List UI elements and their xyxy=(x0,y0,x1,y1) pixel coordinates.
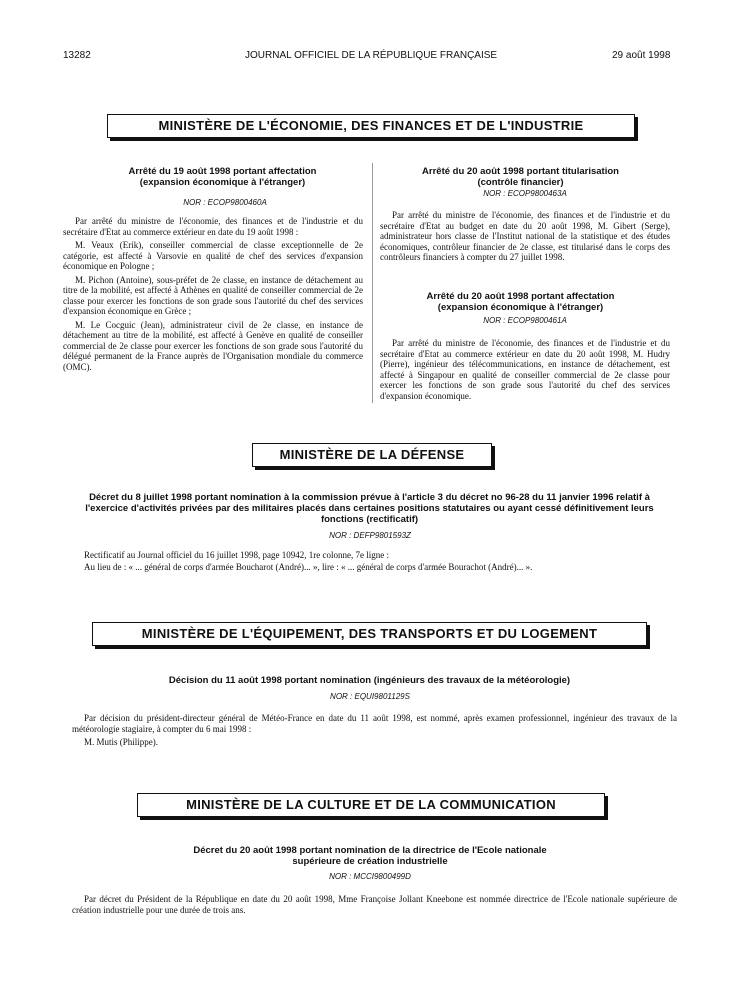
journal-title: JOURNAL OFFICIEL DE LA RÉPUBLIQUE FRANÇAISE xyxy=(245,50,498,61)
paragraph: M. Veaux (Erik), conseiller commercial de classe exceptionnelle de 2e catégorie, est affecté à Varsovie en qualité de chef des services d'expansion économique en Pologne ; xyxy=(63,240,363,271)
decret-20-aout-nor: NOR : MCCI9800499D xyxy=(329,872,411,881)
arrete-19-aout-body xyxy=(63,216,363,375)
paragraph: M. Le Cocguic (Jean), administrateur civil de 2e classe, en instance de détachement au titre de la mobilité, est affecté à Genève en qualité de conseiller commercial de 2e classe pour exercer les fonctions de son grade sous l'autorité du délégué permanent de la France auprès de l'Organisation mondiale du commerce (OMC). xyxy=(63,319,363,372)
paragraph: M. Mutis (Philippe). xyxy=(84,737,159,747)
ministry-equipement-heading: MINISTÈRE DE L'ÉQUIPEMENT, DES TRANSPORTS ET DU LOGEMENT xyxy=(92,622,647,646)
decision-11-aout-nor: NOR : EQUI9801129S xyxy=(330,692,410,701)
issue-date: 29 août 1998 xyxy=(612,50,671,61)
arrete-20-aout-titularisation-nor: NOR : ECOP9800463A xyxy=(483,189,567,198)
decret-20-aout-body xyxy=(72,894,677,918)
column-divider xyxy=(372,163,373,403)
decret-20-aout-title: Décret du 20 août 1998 portant nomination de la directrice de l'Ecole nationale supérieure de création industrielle xyxy=(193,845,547,867)
arrete-19-aout-nor: NOR : ECOP9800460A xyxy=(183,198,267,207)
paragraph: Par arrêté du ministre de l'économie, des finances et de l'industrie et du secrétaire d'Etat au commerce extérieur en date du 20 août 1998, M. Hudry (Pierre), ingénieur des télécommunications, en instance de détachement, est affecté à Singapour en qualité de conseiller commercial de 2e classe pour exercer les fonctions de son grade sous l'autorité du chef des services d'expansion économique. xyxy=(380,338,670,401)
arrete-20-aout-affectation-nor: NOR : ECOP9800461A xyxy=(483,316,567,325)
ministry-culture-heading: MINISTÈRE DE LA CULTURE ET DE LA COMMUNICATION xyxy=(137,793,605,817)
arrete-20-aout-affectation-title: Arrêté du 20 août 1998 portant affectation (expansion économique à l'étranger) xyxy=(426,291,615,313)
paragraph: Par arrêté du ministre de l'économie, des finances et de l'industrie et du secrétaire d'Etat au budget en date du 20 août 1998, M. Gibert (Serge), administrateur hors classe de l'Institut national de la statistique et des études économiques, contrôleur financier de 2e classe, est titularisé dans le corps des contrôleurs financiers à compter du 27 juillet 1998. xyxy=(380,210,670,262)
decret-8-juillet-nor: NOR : DEFP9801593Z xyxy=(329,531,411,540)
arrete-20-aout-affectation-body xyxy=(380,338,670,404)
decision-11-aout-body xyxy=(72,713,677,751)
arrete-19-aout-title: Arrêté du 19 août 1998 portant affectation (expansion économique à l'étranger) xyxy=(128,166,317,188)
paragraph: Au lieu de : « ... général de corps d'armée Boucharot (André)... », lire : « ... général de corps d'armée Bourachot (André)... ». xyxy=(84,561,533,572)
decret-8-juillet-title: Décret du 8 juillet 1998 portant nomination à la commission prévue à l'article 3 du décret no 96-28 du 11 janvier 1996 relatif à l'exercice d'activités privées par des militaires placés dans certaines positions statutaires ou ayant cessé définitivement leurs fonctions (rectificatif) xyxy=(85,492,654,525)
page-number: 13282 xyxy=(63,50,91,61)
arrete-20-aout-titularisation-body xyxy=(380,210,670,266)
ministry-defense-heading: MINISTÈRE DE LA DÉFENSE xyxy=(252,443,492,467)
paragraph: Par arrêté du ministre de l'économie, des finances et de l'industrie et du secrétaire d'Etat au commerce extérieur en date du 19 août 1998 : xyxy=(63,216,363,237)
decision-11-aout-title: Décision du 11 août 1998 portant nomination (ingénieurs des travaux de la météorologie) xyxy=(168,675,571,686)
paragraph: Rectificatif au Journal officiel du 16 juillet 1998, page 10942, 1re colonne, 7e ligne : xyxy=(84,550,389,560)
ministry-economie-heading: MINISTÈRE DE L'ÉCONOMIE, DES FINANCES ET DE L'INDUSTRIE xyxy=(107,114,635,138)
paragraph: M. Pichon (Antoine), sous-préfet de 2e classe, en instance de détachement au titre de la mobilité, est affecté à Athènes en qualité de conseiller commercial de 2e classe pour exercer les fonctions de son grade sous l'autorité du chef des services d'expansion économique en Grèce ; xyxy=(63,274,363,316)
arrete-20-aout-titularisation-title: Arrêté du 20 août 1998 portant titularisation (contrôle financier) xyxy=(422,166,619,188)
paragraph: Par décret du Président de la République en date du 20 août 1998, Mme Françoise Jollant Kneebone est nommée directrice de l'Ecole nationale supérieure de création industrielle pour une durée de trois ans. xyxy=(72,894,677,915)
decret-8-juillet-body xyxy=(72,550,677,575)
paragraph: Par décision du président-directeur général de Météo-France en date du 11 août 1998, est nommé, après examen professionnel, ingénieur des travaux de la météorologie stagiaire, à compter du 6 mai 1998 : xyxy=(72,713,677,734)
